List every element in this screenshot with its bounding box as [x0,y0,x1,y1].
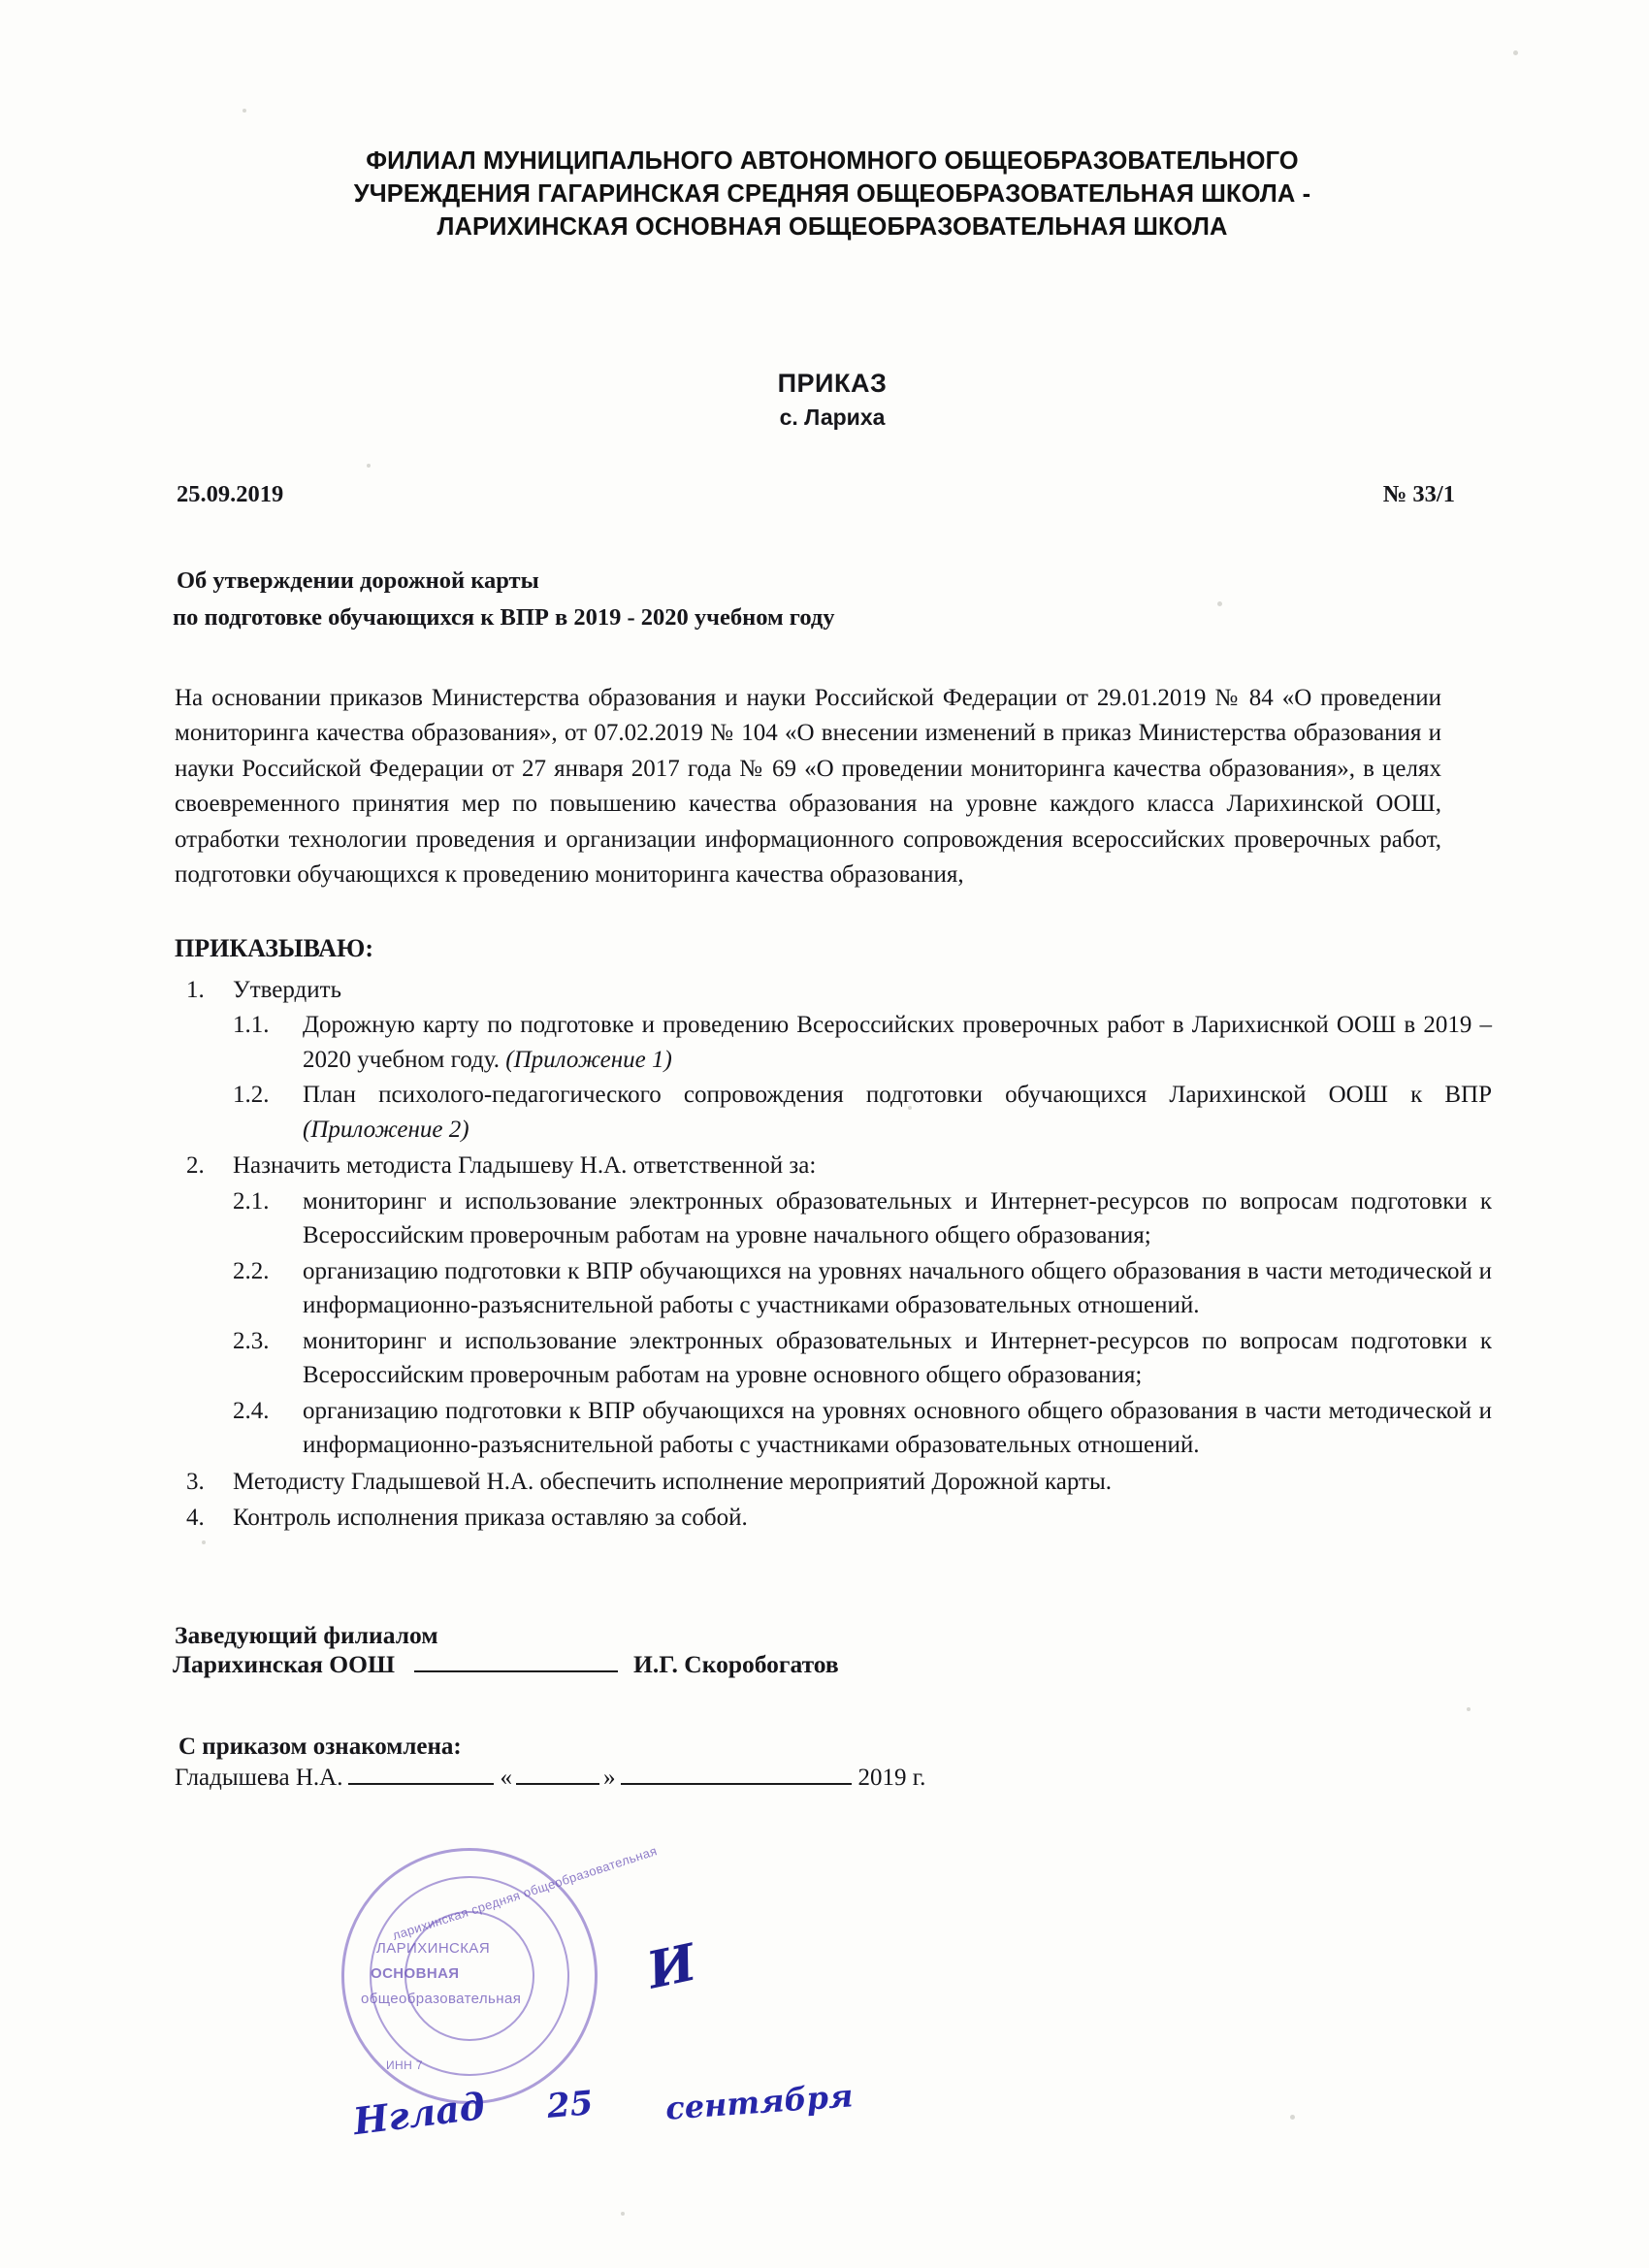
order-item [173,1465,1492,1500]
order-subitem-text: организацию подготовки к ВПР обучающихся на уровнях начального общего образования в части методической и информационно-разъяснительной работы с участниками образовательных отношений. [303,1257,1492,1319]
stamp-arc-text: ларихинская средняя общеобразовательная [390,1843,660,1943]
order-subitem-number: 2.2. [233,1257,270,1284]
stamp-line-2: ОСНОВНАЯ [371,1965,460,1982]
handwritten-signature-acknowledger: Нглад [350,2083,488,2144]
order-item-number: 3. [186,1468,205,1495]
order-subitem-text: мониторинг и использование электронных образовательных и Интернет-ресурсов по вопросам подготовки к Всероссийским проверочным работам на уровне начального общего образования; [303,1187,1492,1249]
order-items-list [173,973,1492,1536]
order-number: № 33/1 [1382,480,1455,507]
order-subitem [233,1078,1492,1147]
acknowledgement-row [173,1765,1492,1792]
order-subject-line-2: по подготовке обучающихся к ВПР в 2019 - 2020 учебном году [173,603,835,631]
order-item-text: Контроль исполнения приказа оставляю за собой. [233,1505,748,1532]
acknowledgement-quote-close: » [602,1764,616,1791]
order-subject-line-1: Об утверждении дорожной карты [177,567,539,594]
order-date: 25.09.2019 [177,480,284,507]
order-item-text: Утвердить [233,976,341,1003]
order-subitem-number: 1.2. [233,1082,270,1109]
order-directive-word: ПРИКАЗЫВАЮ: [175,933,373,962]
organization-header-line-3: ЛАРИХИНСКАЯ ОСНОВНАЯ ОБЩЕОБРАЗОВАТЕЛЬНАЯ ШКОЛА [436,212,1228,241]
scan-speck [621,2212,625,2216]
order-subitem-text: организацию подготовки к ВПР обучающихся на уровнях основного общего образования в части методической и информационно-разъяснительной работы с участниками образовательных отношений. [303,1397,1492,1459]
order-item-number: 1. [186,976,205,1003]
order-subitem-number: 2.3. [233,1327,270,1354]
document-body [173,0,1492,1792]
order-item-number: 2. [186,1152,205,1180]
signatory-role-line-2: Ларихинская ООШ [173,1649,395,1678]
acknowledgement-quote-open: « [500,1764,512,1791]
handwritten-month: сентября [663,2077,855,2127]
handwritten-signature-director: И [642,1932,701,2001]
order-place: с. Лариха [779,404,886,430]
order-subject [173,563,1492,636]
order-subitem-text: План психолого-педагогического сопровождения подготовки обучающихся Ларихинской ООШ к ВПР [303,1082,1492,1109]
acknowledgement-month-rule [621,1766,852,1785]
order-subitem [233,1394,1492,1463]
order-item-text: Назначить методиста Гладышеву Н.А. ответственной за: [233,1152,817,1180]
signature-line-row [173,1650,1492,1679]
acknowledgement-day-rule [516,1766,599,1785]
order-subitem [233,1184,1492,1253]
stamp-line-1: ЛАРИХИНСКАЯ [376,1940,491,1957]
order-subitem-text: Дорожную карту по подготовке и проведению Всероссийских проверочных работ в Ларихиснкой ООШ в 2019 – 2020 учебном году. [303,1012,1492,1073]
order-subitem [233,1008,1492,1077]
official-stamp [341,1848,598,2104]
order-subitem [233,1324,1492,1393]
order-subitem-annex: (Приложение 2) [303,1116,469,1143]
acknowledgement-title: С приказом ознакомлена: [178,1733,462,1760]
order-item [173,1149,1492,1463]
order-subitem [233,1254,1492,1323]
order-subitem-number: 1.1. [233,1012,270,1039]
signature-rule [414,1651,618,1672]
acknowledgement-year: 2019 г. [857,1764,926,1791]
order-item-number: 4. [186,1505,205,1532]
organization-header [173,146,1492,244]
organization-header-line-1: ФИЛИАЛ МУНИЦИПАЛЬНОГО АВТОНОМНОГО ОБЩЕОБРАЗОВАТЕЛЬНОГО [366,147,1299,175]
stamp-line-4: ИНН 7 [386,2058,423,2072]
acknowledgement-person: Гладышева Н.А. [175,1764,343,1791]
scan-speck [1290,2115,1295,2120]
order-subitem-number: 2.4. [233,1397,270,1424]
signatory-name: И.Г. Скоробогатов [632,1649,839,1678]
order-subitem-annex: (Приложение 1) [505,1046,672,1073]
order-subitems-list [233,1008,1492,1147]
order-subitem-number: 2.1. [233,1187,270,1215]
order-heading [173,369,1492,431]
stamp-line-3: общеобразовательная [361,1991,522,2007]
order-meta-row [173,481,1492,508]
order-preamble: На основании приказов Министерства образования и науки Российской Федерации от 29.01.2019 № 84 «О проведении мониторинга качества образования», от 07.02.2019 № 104 «О внесении изменений в приказ Министерства образования и науки Российской Федерации от 27 января 2017 года № 69 «О проведении мониторинга качества образования», в целях своевременного принятия мер по повышению качества образования на уровне каждого класса Ларихинской ООШ, отработки технологии проведения и организации информационного сопровождения всероссийских проверочных работ, подготовки обучающихся к проведению мониторинга качества образования, [175,684,1441,889]
acknowledgement-signature-rule [348,1766,494,1785]
scan-speck [1513,50,1518,55]
signatory-role-line-1: Заведующий филиалом [175,1620,438,1649]
order-title: ПРИКАЗ [777,368,888,398]
handwritten-day: 25 [545,2084,595,2126]
order-item [173,973,1492,1148]
signature-block [173,1619,1492,1679]
order-subitems-list [233,1184,1492,1463]
order-subitem-text: мониторинг и использование электронных образовательных и Интернет-ресурсов по вопросам подготовки к Всероссийским проверочным работам на уровне основного общего образования; [303,1327,1492,1389]
order-item [173,1501,1492,1536]
organization-header-line-2: УЧРЕЖДЕНИЯ ГАГАРИНСКАЯ СРЕДНЯЯ ОБЩЕОБРАЗОВАТЕЛЬНАЯ ШКОЛА - [353,179,1311,208]
order-item-text: Методисту Гладышевой Н.А. обеспечить исполнение мероприятий Дорожной карты. [233,1468,1113,1495]
